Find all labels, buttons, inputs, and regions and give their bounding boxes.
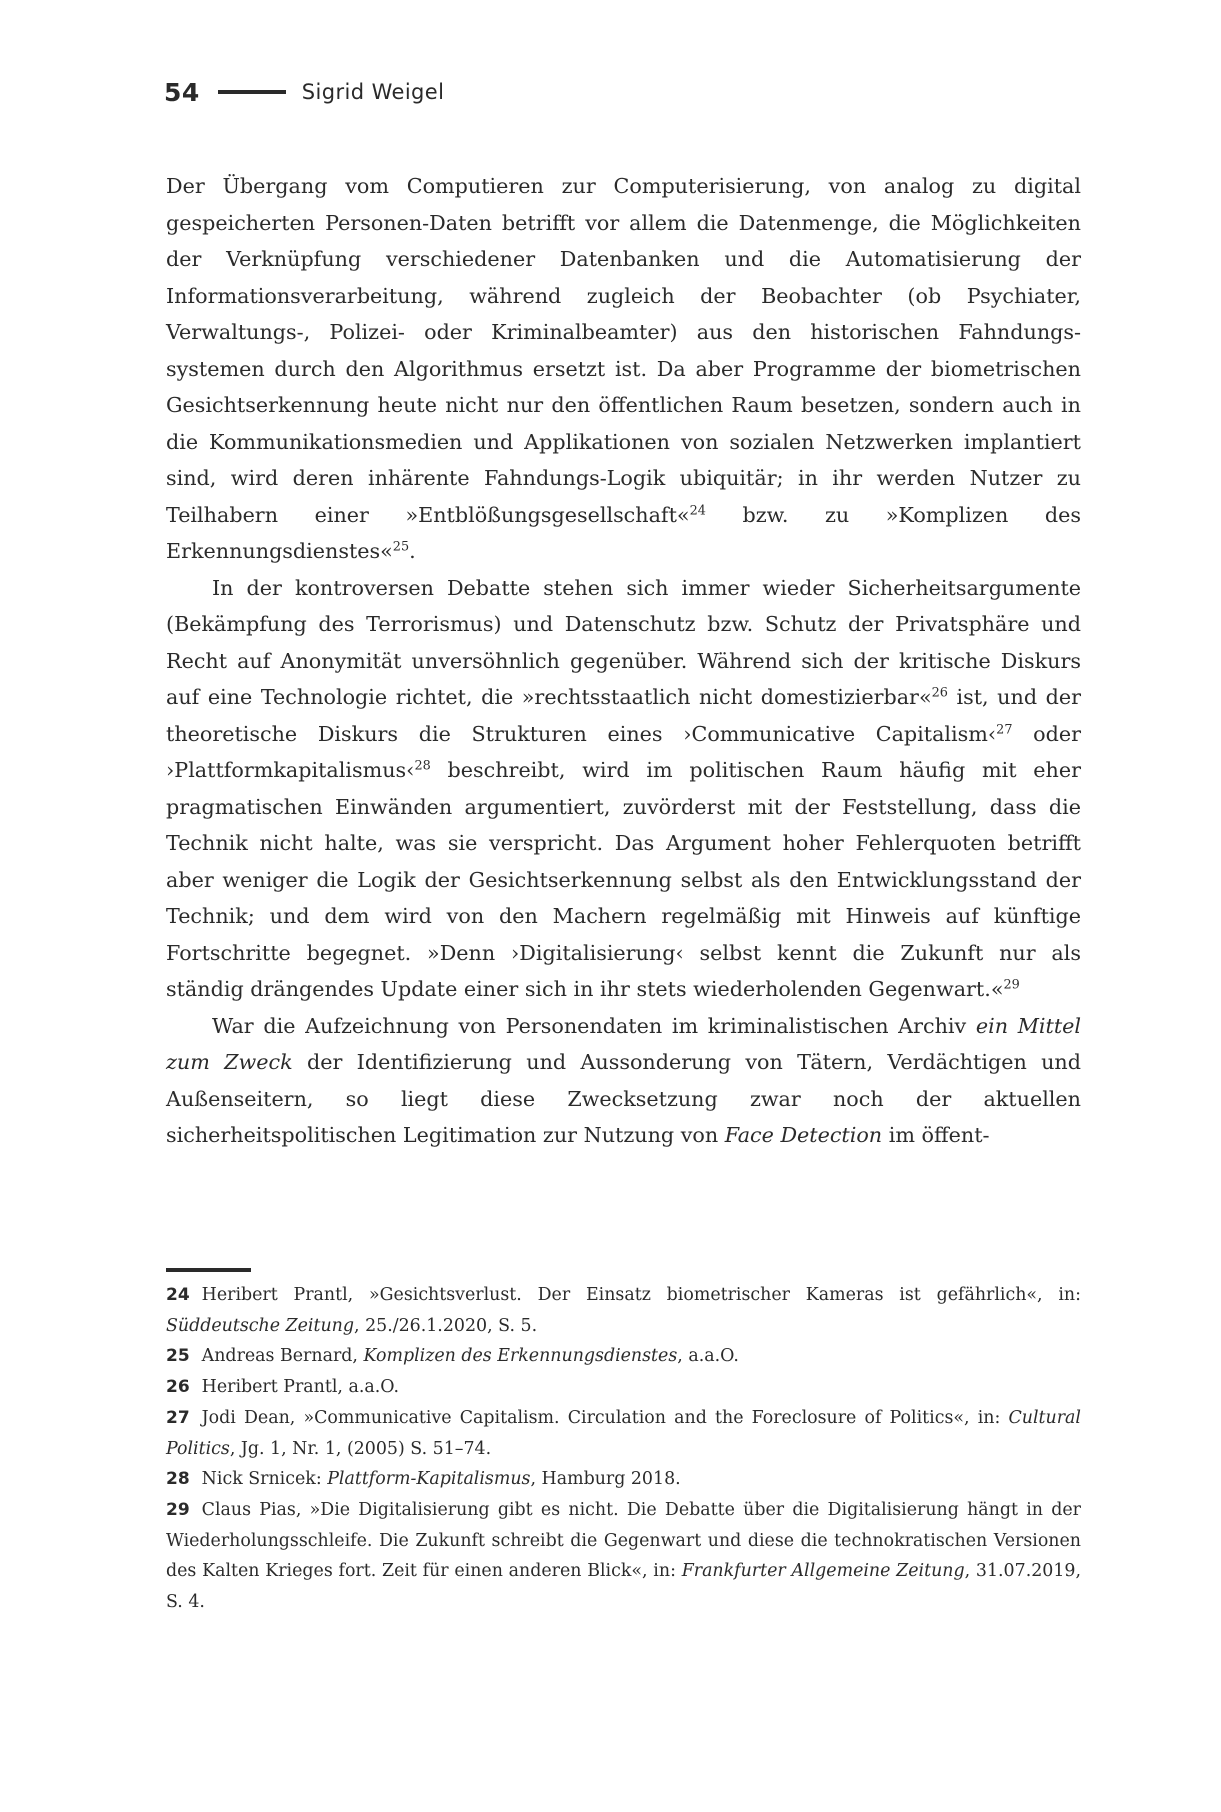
text-run: . <box>409 539 416 563</box>
page-number: 54 <box>164 77 200 107</box>
italic-run: Komplizen des Erkennungsdienstes <box>363 1346 678 1367</box>
text-run: bzw. zu »Komplizen des Erkennungsdienstes« <box>166 502 1081 563</box>
running-author: Sigrid Weigel <box>301 80 445 104</box>
text-run: , Jg. 1, Nr. 1, (2005) S. 51–74. <box>229 1438 492 1459</box>
footnote-ref-26: 26 <box>931 685 948 701</box>
text-run: der Identifizierung und Aussonderung von Tätern, Verdächtigen und Außenseitern, so liegt diese Zwecksetzung zwar noch der aktuellen sicherheitspolitischen Legitimation zur Nutzung von <box>166 1050 1081 1147</box>
text-run: , 31.07.2019, S. 4. <box>166 1561 1082 1613</box>
footnote-28 <box>166 1464 1081 1495</box>
text-run: Jodi Dean, »Communicative Capitalism. Circulation and the Foreclosure of Politics«, in: <box>201 1407 1009 1428</box>
footnote-number: 25 <box>166 1346 190 1367</box>
text-run: im öffent- <box>882 1123 990 1147</box>
footnote-ref-27: 27 <box>996 721 1013 737</box>
text-run: beschreibt, wird im politischen Raum häufig mit eher pragmatischen Einwänden argumentiert, zuvörderst mit der Feststellung, dass die Technik nicht halte, was sie verspricht. Das Argument hoher Fehlerquoten betrifft aber weniger die Logik der Gesichtserkennung selbst als den Entwicklungsstand der Technik; und dem wird von den Machern regelmäßig mit Hinweis auf künftige Fortschritte begegnet. »Denn ›Digitalisierung‹ selbst kennt die Zukunft nur als ständig drängendes Update einer sich in ihr stets wiederholenden Gegenwart.« <box>166 758 1081 1001</box>
footnote-number: 24 <box>166 1285 190 1305</box>
text-run: In der kontroversen Debatte stehen sich immer wieder Sicherheitsargumente (Bekämpfung des Terrorismus) und Datenschutz bzw. Schutz der Privatsphäre und Recht auf Anonymität unversöhnlich gegenüber. Während sich der kritische Diskurs auf eine Technologie richtet, die »rechtsstaatlich nicht domestizierbar« <box>166 575 1081 709</box>
footnote-ref-29: 29 <box>1003 977 1020 993</box>
text-run: , 25./26.1.2020, S. 5. <box>354 1315 538 1336</box>
italic-run: Cultural Politics <box>166 1407 1081 1459</box>
italic-run: Plattform-Kapitalismus <box>327 1469 531 1490</box>
footnote-ref-24: 24 <box>689 502 706 518</box>
text-run: Claus Pias, »Die Digitalisierung gibt es nicht. Die Debatte über die Digitalisierung hängt in der Wiederholungsschleife. Die Zukunft schreibt die Gegenwart und diese die technokratischen Versionen des Kalten Krieges fort. Zeit für einen anderen Blick«, in: <box>166 1499 1081 1582</box>
text-run: ist, und der theoretische Diskurs die Strukturen eines ›Communicative Capitalism‹ <box>166 685 1081 746</box>
footnote-number: 26 <box>166 1377 190 1398</box>
text-run: oder ›Plattformkapitalismus‹ <box>166 721 1081 782</box>
footnote-rule <box>166 1268 251 1272</box>
footnote-number: 28 <box>166 1469 190 1490</box>
italic-run: ein Mittel zum Zweck <box>166 1013 1081 1074</box>
header-rule <box>218 90 286 94</box>
text-run: , Hamburg 2018. <box>530 1469 681 1490</box>
text-run: War die Aufzeichnung von Personendaten im kriminalistischen Archiv <box>212 1013 976 1038</box>
text-run: Heribert Prantl, »Gesichtsverlust. Der Einsatz biometrischer Kameras ist gefährlich«, in: <box>201 1285 1081 1305</box>
italic-run: Frankfurter Allgemeine Zeitung <box>681 1561 965 1582</box>
paragraph-2 <box>166 570 1081 1008</box>
footnote-number: 29 <box>166 1499 190 1520</box>
paragraph-1 <box>166 168 1081 570</box>
text-run: Andreas Bernard, <box>201 1346 364 1367</box>
footnote-29 <box>166 1495 1081 1618</box>
footnote-27 <box>166 1403 1081 1464</box>
text-run: Heribert Prantl, a.a.O. <box>201 1377 400 1398</box>
italic-run: Face Detection <box>724 1123 883 1147</box>
text-run: Der Übergang vom Computieren zur Computerisierung, von analog zu digital gespeicherten Personen-Daten betrifft vor allem die Datenmenge, die Möglichkeiten der Verknüpfung verschiedener Datenbanken und die Automatisierung der Informationsverarbeitung, während zugleich der Beobachter (ob Psychiater, Verwaltungs-, Polizei- oder Kriminalbeamter) aus den historischen Fahndungssystemen durch den Algorithmus ersetzt ist. Da aber Programme der biometrischen Gesichtserkennung heute nicht nur den öffentlichen Raum besetzen, sondern auch in die Kommunikationsmedien und Applikationen von sozialen Netzwerken implantiert sind, wird deren inhärente Fahndungs-Logik ubiquitär; in ihr werden Nutzer zu Teilhabern einer »Entblößungsgesellschaft« <box>166 174 1081 527</box>
footnote-26 <box>166 1372 1081 1403</box>
italic-run: Süddeutsche Zeitung <box>166 1315 355 1336</box>
footnote-25 <box>166 1341 1081 1372</box>
paragraph-3 <box>166 1008 1081 1154</box>
footnote-ref-28: 28 <box>414 758 431 774</box>
running-header <box>164 72 444 112</box>
body-text <box>166 168 1081 1154</box>
footnote-ref-25: 25 <box>392 539 410 555</box>
footnote-24 <box>166 1280 1081 1341</box>
footnote-number: 27 <box>166 1407 190 1428</box>
text-run: Nick Srnicek: <box>201 1469 328 1490</box>
footnotes <box>166 1280 1081 1618</box>
text-run: , a.a.O. <box>677 1346 739 1367</box>
